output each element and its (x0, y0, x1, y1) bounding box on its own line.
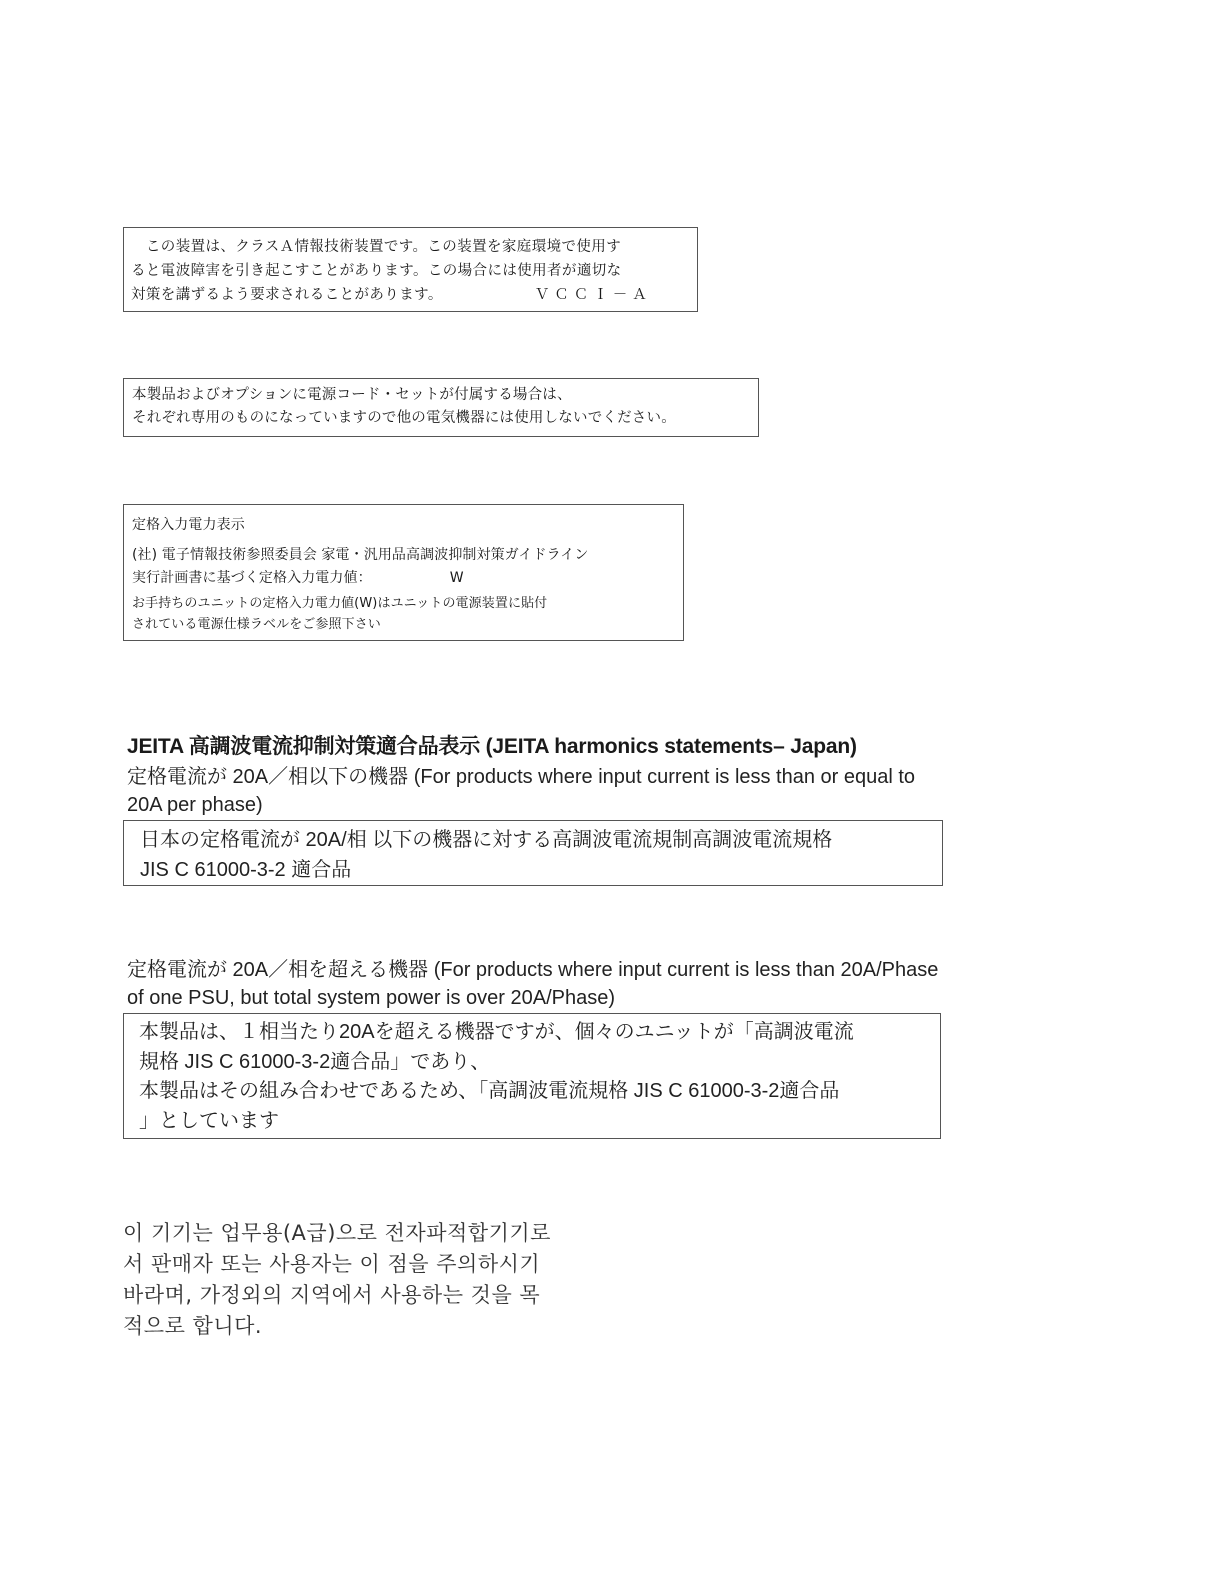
jeita-le20-box (123, 820, 943, 886)
power-cord-line-2: それぞれ専用のものになっていますので他の電気機器には使用しないでください。 (132, 410, 676, 426)
kc-line-1: 이 기기는 업무용(A급)으로 전자파적합기기로 (123, 1221, 551, 1245)
korea-kc-notice (123, 1218, 551, 1342)
jeita-gt20-line-2: 規格 JIS C 61000-3-2適合品」であり、 (139, 1050, 491, 1073)
rated-power-value-label: 実行計画書に基づく定格入力電力値： (132, 570, 372, 586)
jeita-le20-line-1: 日本の定格電流が 20A/相 以下の機器に対する高調波電流規制高調波電流規格 (140, 829, 833, 851)
jeita-gt20-title: 定格電流が 20A／相を超える機器 (For products where input current is less than 20A/Phase of one PSU, but total system power is over 20A/Phase) (127, 959, 939, 1009)
jeita-heading: JEITA 高調波電流抑制対策適合品表示 (JEITA harmonics statements– Japan) (127, 735, 857, 758)
jeita-gt20-box (123, 1013, 941, 1139)
kc-line-4: 적으로 합니다. (123, 1314, 263, 1338)
vcci-line-3 (131, 283, 691, 307)
jeita-le20-title: 定格電流が 20A／相以下の機器 (For products where input current is less than or equal to 20A per phase) (127, 766, 916, 816)
rated-power-guideline: (社) 電子情報技術参照委員会 家電・汎用品高調波抑制対策ガイドライン (132, 547, 589, 563)
vcci-line-3-text: 対策を講ずるよう要求されることがあります。 (131, 287, 443, 303)
kc-line-2: 서 판매자 또는 사용자는 이 점을 주의하시기 (123, 1252, 541, 1276)
jeita-gt20-line-3: 本製品はその組み合わせであるため、「高調波電流規格 JIS C 61000-3-2適合品 (139, 1080, 840, 1102)
jeita-le20-line-2: JIS C 61000-3-2 適合品 (140, 859, 352, 881)
power-cord-notice-box (123, 378, 759, 437)
jeita-gt20-line-1: 本製品は、１相当たり20Aを超える機器ですが、個々のユニットが「高調波電流 (139, 1021, 854, 1043)
rated-power-unit: W (449, 570, 464, 586)
kc-line-3: 바라며, 가정외의 지역에서 사용하는 것을 목 (123, 1283, 541, 1307)
vcci-line-1: この装置は、クラスＡ情報技術装置です。この装置を家庭環境で使用す (131, 239, 622, 255)
rated-power-note-1: お手持ちのユニットの定格入力電力値(W)はユニットの電源装置に貼付 (132, 596, 548, 611)
vcci-notice-box (123, 227, 698, 312)
rated-input-power-box (123, 504, 684, 641)
vcci-line-2: ると電波障害を引き起こすことがあります。この場合には使用者が適切な (131, 263, 622, 279)
power-cord-line-1: 本製品およびオプションに電源コード・セットが付属する場合は、 (132, 387, 572, 403)
rated-power-title: 定格入力電力表示 (132, 517, 245, 533)
jeita-gt20-line-4: 」としています (139, 1109, 279, 1132)
rated-power-value-row (132, 567, 679, 590)
vcci-mark: ＶＣＣＩ－Ａ (534, 287, 652, 303)
rated-power-note-2: されている電源仕様ラベルをご参照下さい (132, 617, 381, 632)
